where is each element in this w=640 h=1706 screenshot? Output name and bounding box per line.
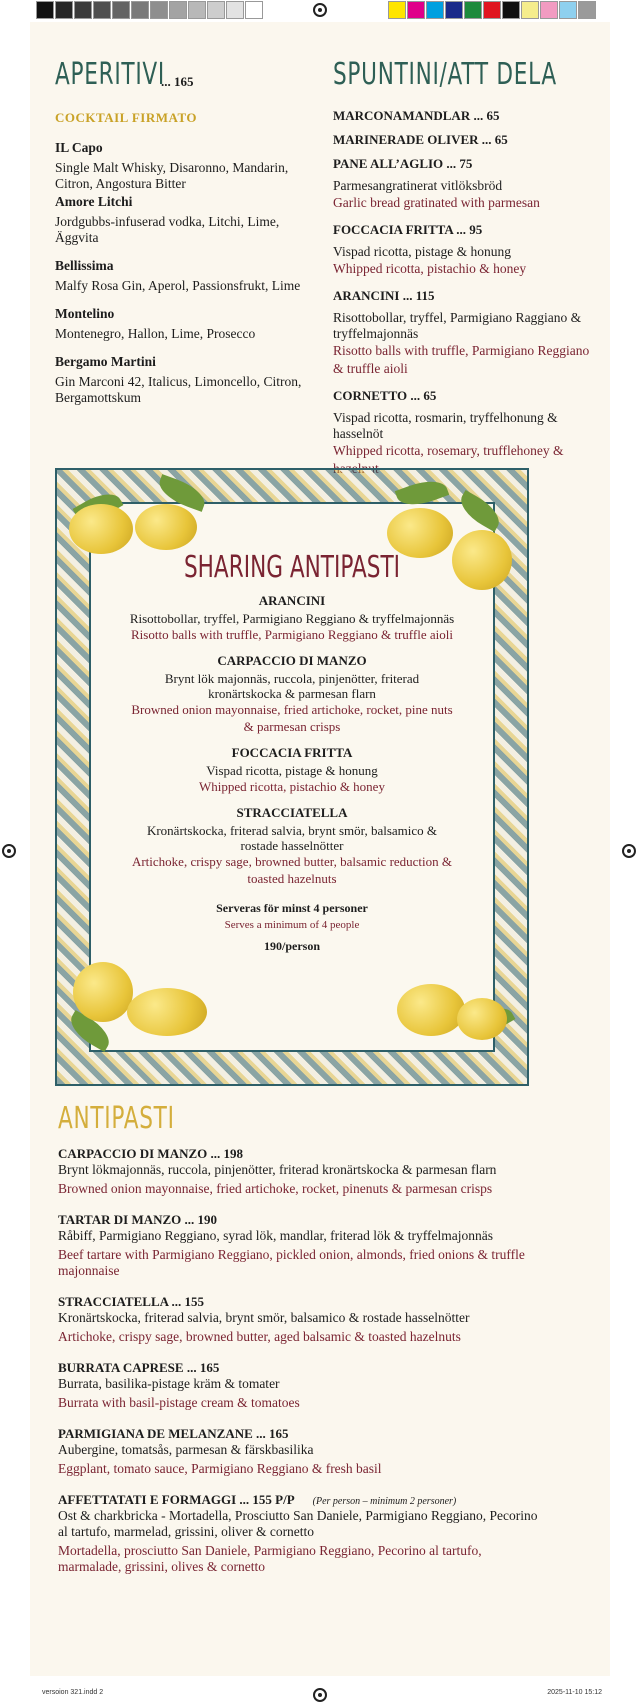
spuntini-item (333, 108, 603, 124)
gray-swatch (245, 1, 263, 19)
sharing-item (127, 805, 457, 887)
antipasti-swedish: Råbiff, Parmigiano Reggiano, syrad lök, mandlar, friterad lök & tryffelmajonnäs (58, 1228, 493, 1243)
antipasti-english: Beef tartare with Parmigiano Reggiano, pickled onion, almonds, fried onions & truffle majonnaise (58, 1247, 525, 1278)
spuntini-english: Whipped ricotta, pistachio & honey (333, 261, 527, 276)
gray-swatch (169, 1, 187, 19)
antipasti-item (58, 1146, 538, 1197)
antipasti-swedish: Burrata, basilika-pistage kräm & tomater (58, 1376, 280, 1391)
antipasti-header (58, 1426, 538, 1442)
antipasti-english: Burrata with basil-pistage cream & tomatoes (58, 1395, 300, 1410)
sharing-antipasti-title: SHARING ANTIPASTI (183, 550, 401, 585)
color-swatch (502, 1, 520, 19)
sharing-item (127, 593, 457, 643)
footer-filename: versoion 321.indd 2 (42, 1689, 104, 1696)
gray-swatch (55, 1, 73, 19)
cocktail-name: Bellissima (55, 258, 114, 273)
registration-mark-right (622, 844, 636, 858)
spuntini-section (333, 52, 603, 488)
aperitivi-title: APERITIVI (55, 57, 166, 92)
sharing-name: ARANCINI (258, 593, 326, 608)
antipasti-note: (Per person – minimum 2 personer) (312, 1496, 457, 1507)
color-swatch (540, 1, 558, 19)
gray-swatch (207, 1, 225, 19)
antipasti-english: Eggplant, tomato sauce, Parmigiano Reggiano & fresh basil (58, 1461, 382, 1476)
sharing-english: Risotto balls with truffle, Parmigiano Reggiano & truffle aioli (131, 627, 453, 642)
registration-mark-top (313, 3, 327, 17)
antipasti-header (58, 1146, 538, 1162)
lemon-image (69, 504, 133, 554)
spuntini-swedish: Risottobollar, tryffel, Parmigiano Raggiano & tryffelmajonnäs (333, 310, 582, 341)
antipasti-item (58, 1426, 538, 1477)
color-calibration-bar (388, 1, 597, 19)
cocktail-item (55, 354, 305, 406)
spuntini-name: ARANCINI ... 115 (333, 288, 435, 303)
registration-mark-bottom (313, 1688, 327, 1702)
antipasti-name: BURRATA CAPRESE ... 165 (58, 1360, 220, 1375)
sharing-english: Browned onion mayonnaise, fried artichoke, rocket, pine nuts & parmesan crisps (131, 702, 453, 734)
cocktail-description: Single Malt Whisky, Disaronno, Mandarin, Citron, Angostura Bitter (55, 160, 289, 191)
antipasti-name: CARPACCIO DI MANZO ... 198 (58, 1146, 244, 1161)
gray-swatch (36, 1, 54, 19)
antipasti-swedish: Ost & charkbricka - Mortadella, Prosciutto San Daniele, Parmigiano Reggiano, Pecorino al tartufo, marmelad, grissini, oliver & cornetto (58, 1508, 538, 1539)
gray-swatch (131, 1, 149, 19)
antipasti-name: STRACCIATELLA ... 155 (58, 1294, 205, 1309)
cocktail-name: Amore Litchi (55, 194, 133, 209)
spuntini-english: Whipped ricotta, rosemary, trufflehoney & (333, 443, 564, 458)
antipasti-english: Mortadella, prosciutto San Daniele, Parmigiano Reggiano, Pecorino al tartufo, marmalade, grissini, olives & cornetto (58, 1543, 482, 1574)
spuntini-english: Garlic bread gratinated with parmesan (333, 195, 540, 210)
lemon-image (452, 530, 512, 590)
sharing-name: FOCCACIA FRITTA (231, 745, 353, 760)
antipasti-header (58, 1492, 538, 1508)
spuntini-title: SPUNTINI/ATT DELA (333, 57, 557, 92)
antipasti-swedish: Kronärtskocka, friterad salvia, brynt smör, balsamico & rostade hasselnötter (58, 1310, 470, 1325)
spuntini-name: CORNETTO ... 65 (333, 388, 437, 403)
antipasti-title: ANTIPASTI (58, 1101, 175, 1136)
sharing-price: 190/person (263, 939, 320, 953)
color-swatch (483, 1, 501, 19)
spuntini-name: MARCONAMANDLAR ... 65 (333, 108, 500, 123)
cocktail-description: Montenegro, Hallon, Lime, Prosecco (55, 326, 256, 341)
antipasti-name: AFFETTATATI E FORMAGGI ... 155 P/P (58, 1492, 295, 1507)
lemon-image (397, 984, 465, 1036)
cocktail-name: Bergamo Martini (55, 354, 156, 369)
sharing-antipasti-frame (55, 468, 529, 1086)
antipasti-item (58, 1360, 538, 1411)
color-swatch (521, 1, 539, 19)
footer-timestamp: 2025-11-10 15:12 (547, 1689, 602, 1696)
cocktail-item (55, 306, 305, 342)
color-swatch (388, 1, 406, 19)
cocktail-item (55, 194, 305, 246)
antipasti-header (58, 1360, 538, 1376)
cocktail-name: Montelino (55, 306, 115, 321)
sharing-english: Whipped ricotta, pistachio & honey (199, 779, 385, 794)
gray-swatch (188, 1, 206, 19)
spuntini-item (333, 132, 603, 148)
aperitivi-section (55, 52, 305, 418)
antipasti-header (58, 1212, 538, 1228)
sharing-swedish: Vispad ricotta, pistage & honung (206, 763, 378, 778)
antipasti-name: TARTAR DI MANZO ... 190 (58, 1212, 218, 1227)
cocktail-firmato-subtitle: COCKTAIL FIRMATO (55, 110, 197, 125)
sharing-minimum-sv: Serveras för minst 4 personer (216, 901, 368, 915)
sharing-item (127, 745, 457, 795)
spuntini-name: FOCCACIA FRITTA ... 95 (333, 222, 483, 237)
cocktail-description: Malfy Rosa Gin, Aperol, Passionsfrukt, Lime (55, 278, 301, 293)
cocktail-name: IL Capo (55, 140, 103, 155)
sharing-minimum-en: Serves a minimum of 4 people (224, 919, 360, 931)
cocktail-description: Gin Marconi 42, Italicus, Limoncello, Citron, Bergamottskum (55, 374, 302, 405)
spuntini-swedish: Vispad ricotta, pistage & honung (333, 244, 512, 259)
lemon-image (135, 504, 197, 550)
cocktail-item (55, 140, 305, 192)
sharing-item (127, 653, 457, 735)
sharing-swedish: Brynt lök majonnäs, ruccola, pinjenötter, friterad kronärtskocka & parmesan flarn (164, 671, 420, 701)
sharing-swedish: Kronärtskocka, friterad salvia, brynt smör, balsamico & rostade hasselnötter (146, 823, 438, 853)
antipasti-section (58, 1096, 603, 1590)
antipasti-english: Browned onion mayonnaise, fried artichoke, rocket, pinenuts & parmesan crisps (58, 1181, 493, 1196)
antipasti-item (58, 1492, 538, 1575)
color-swatch (445, 1, 463, 19)
cocktail-item (55, 258, 305, 294)
spuntini-name: MARINERADE OLIVER ... 65 (333, 132, 508, 147)
gray-swatch (93, 1, 111, 19)
gray-swatch (150, 1, 168, 19)
spuntini-item (333, 388, 603, 478)
antipasti-header (58, 1294, 538, 1310)
gray-swatch (112, 1, 130, 19)
sharing-english: Artichoke, crispy sage, browned butter, balsamic reduction & toasted hazelnuts (131, 854, 453, 886)
antipasti-item (58, 1294, 538, 1345)
gray-calibration-bar (36, 1, 264, 19)
spuntini-swedish: Vispad ricotta, rosmarin, tryffelhonung & hasselnöt (333, 410, 558, 441)
spuntini-swedish: Parmesangratinerat vitlöksbröd (333, 178, 503, 193)
gray-swatch (226, 1, 244, 19)
lemon-image (127, 988, 207, 1036)
color-swatch (464, 1, 482, 19)
spuntini-name: PANE ALL’AGLIO ... 75 (333, 156, 473, 171)
antipasti-item (58, 1212, 538, 1279)
spuntini-english: Risotto balls with truffle, Parmigiano Reggiano & truffle aioli (333, 343, 590, 376)
color-swatch (578, 1, 596, 19)
aperitivi-price: ... 165 (161, 74, 194, 89)
color-swatch (407, 1, 425, 19)
spuntini-item (333, 222, 603, 278)
sharing-name: CARPACCIO DI MANZO (217, 653, 367, 668)
gray-swatch (74, 1, 92, 19)
antipasti-swedish: Aubergine, tomatsås, parmesan & färskbasilika (58, 1442, 314, 1457)
spuntini-item (333, 288, 603, 378)
cocktail-description: Jordgubbs-infuserad vodka, Litchi, Lime, Äggvita (55, 214, 280, 245)
registration-mark-left (2, 844, 16, 858)
lemon-image (73, 962, 133, 1022)
lemon-image (457, 998, 507, 1040)
color-swatch (426, 1, 444, 19)
spuntini-item (333, 156, 603, 212)
antipasti-english: Artichoke, crispy sage, browned butter, aged balsamic & toasted hazelnuts (58, 1329, 461, 1344)
sharing-name: STRACCIATELLA (236, 805, 348, 820)
color-swatch (559, 1, 577, 19)
sharing-swedish: Risottobollar, tryffel, Parmigiano Reggiano & tryffelmajonnäs (129, 611, 455, 626)
antipasti-swedish: Brynt lökmajonnäs, ruccola, pinjenötter, friterad kronärtskocka & parmesan flarn (58, 1162, 497, 1177)
antipasti-name: PARMIGIANA DE MELANZANE ... 165 (58, 1426, 289, 1441)
